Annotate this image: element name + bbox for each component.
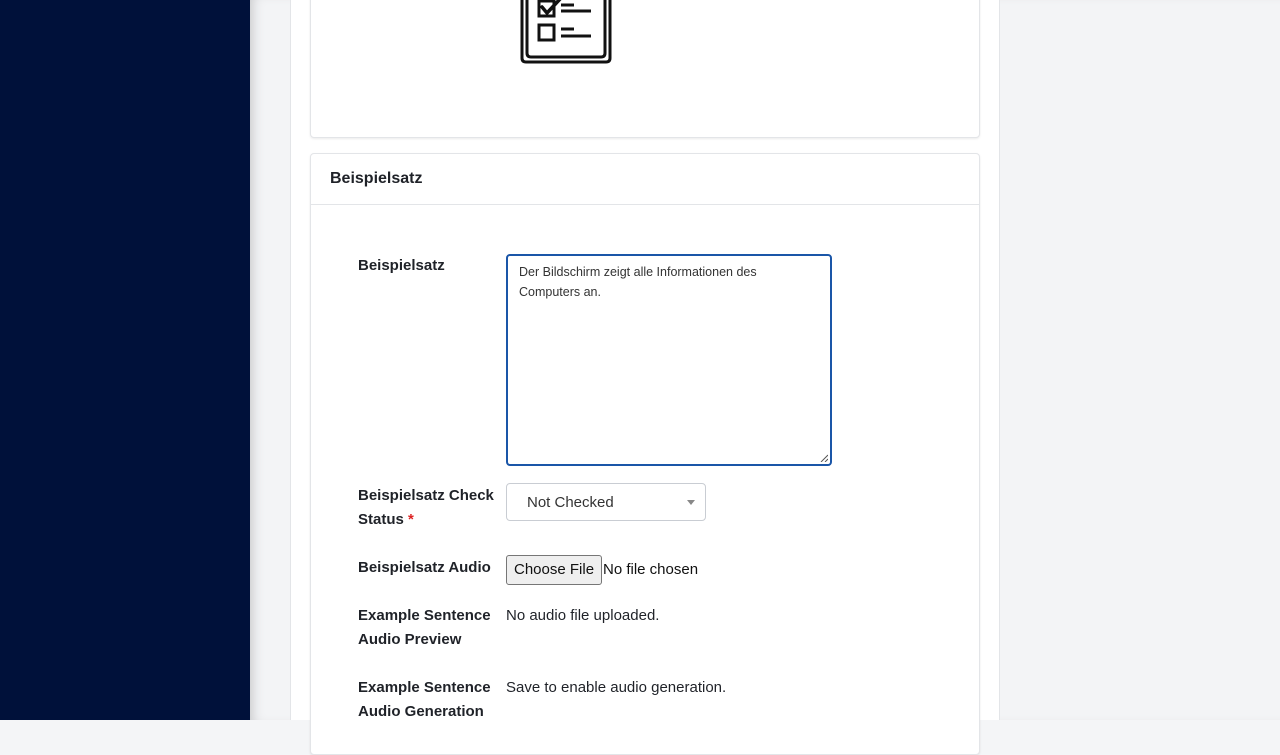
check-status-label-text: Beispielsatz Check Status <box>358 487 494 528</box>
choose-file-button[interactable]: Choose File <box>506 555 602 585</box>
audio-label: Beispielsatz Audio <box>358 559 491 576</box>
check-status-select[interactable] <box>506 483 706 521</box>
check-status-value: Not Checked <box>527 493 614 511</box>
required-marker: * <box>408 511 414 528</box>
checklist-icon <box>518 0 614 65</box>
chevron-down-icon <box>687 500 695 505</box>
resize-handle-icon[interactable] <box>820 454 828 462</box>
file-status-text: No file chosen <box>603 561 699 578</box>
check-status-label <box>358 484 498 532</box>
main-area <box>250 0 1280 720</box>
beispielsatz-card <box>310 153 980 755</box>
image-card <box>310 0 980 138</box>
sidebar <box>0 0 250 720</box>
sentence-label: Beispielsatz <box>358 257 445 274</box>
sentence-text: Der Bildschirm zeigt alle Informationen des Computers an. <box>519 265 757 299</box>
audio-preview-label: Example Sentence Audio Preview <box>358 607 491 648</box>
content-column <box>290 0 1000 720</box>
sentence-textarea[interactable] <box>506 254 832 466</box>
audio-preview-value: No audio file uploaded. <box>506 607 660 624</box>
card-title: Beispielsatz <box>311 154 979 205</box>
audio-generation-label: Example Sentence Audio Generation <box>358 679 491 720</box>
audio-generation-value: Save to enable audio generation. <box>506 679 727 696</box>
